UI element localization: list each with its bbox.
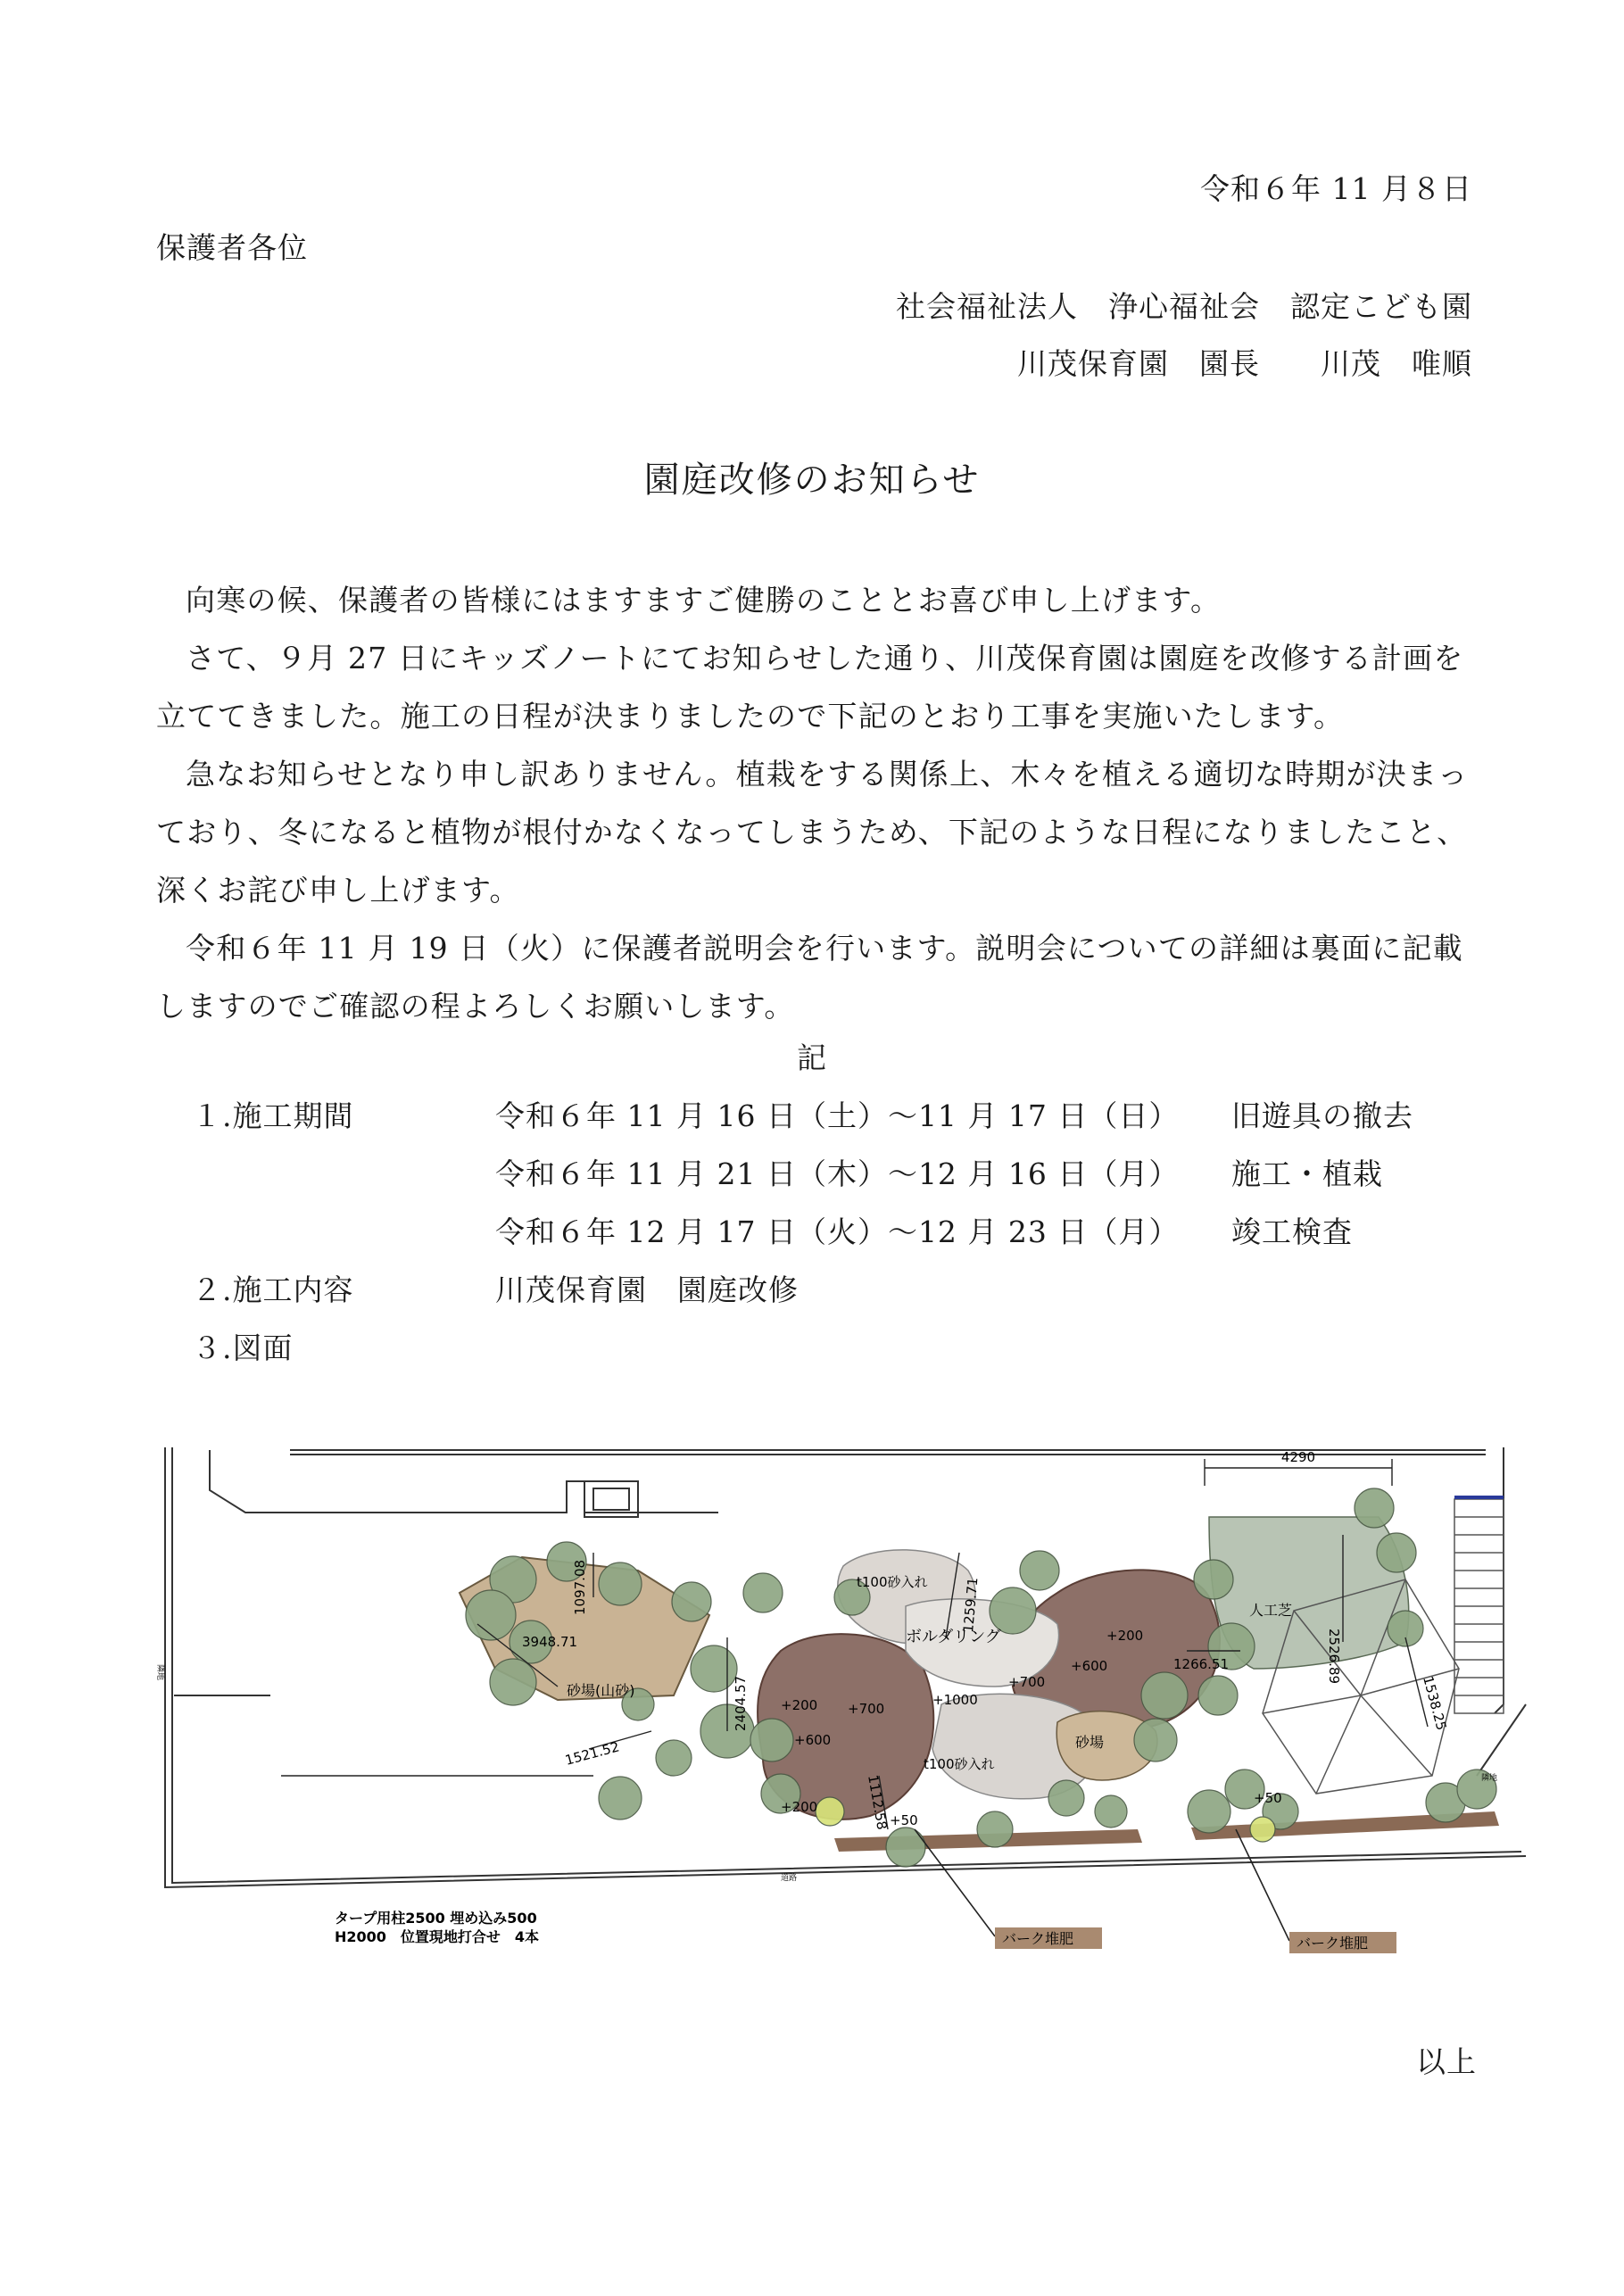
page-title: 園庭改修のお知らせ bbox=[643, 460, 981, 501]
site-plan-drawing bbox=[138, 1437, 1530, 1952]
bark-compost-label: バーク堆肥 bbox=[1297, 1935, 1369, 1952]
drawing-label: ３.図面 bbox=[192, 1330, 294, 1365]
dimension-label: 2404.57 bbox=[733, 1675, 749, 1731]
height-label: +200 bbox=[781, 1697, 818, 1713]
sandbox-label: 砂場 bbox=[1075, 1734, 1105, 1751]
height-label: +1000 bbox=[932, 1692, 978, 1708]
apology-paragraph: 急なお知らせとなり申し訳ありません。植栽をする関係上、木々を植える適切な時期が決まっており、冬になると植物が根付かなくなってしまうため、下記のような日程になりましたこと、深くお詫び申し上げます。 bbox=[156, 757, 1469, 908]
schedule-note: 竣工検査 bbox=[1231, 1214, 1353, 1249]
schedule-date: 令和６年 12 月 17 日（火）～12 月 23 日（月） bbox=[495, 1214, 1180, 1249]
schedule-note: 施工・植栽 bbox=[1231, 1156, 1383, 1191]
height-label: +200 bbox=[781, 1799, 818, 1815]
dimension-label: 1521.52 bbox=[563, 1738, 621, 1769]
sand-fill-label: t100砂入れ bbox=[857, 1574, 928, 1590]
height-label: +600 bbox=[794, 1732, 832, 1748]
dimension-label: 1259.71 bbox=[960, 1576, 982, 1634]
height-label: +50 bbox=[890, 1812, 918, 1828]
sand-fill-label: t100砂入れ bbox=[924, 1756, 995, 1772]
meeting-paragraph: 令和６年 11 月 19 日（火）に保護者説明会を行います。説明会についての詳細は裏面に記載しますのでご確認の程よろしくお願いします。 bbox=[156, 931, 1463, 1024]
height-label: +700 bbox=[848, 1701, 885, 1717]
tarp-note: H2000 位置現地打合せ 4本 bbox=[335, 1928, 540, 1945]
document-date: 令和６年 11 月８日 bbox=[1200, 171, 1472, 206]
height-label: +50 bbox=[1254, 1790, 1282, 1806]
tarp-note: タープ用柱2500 埋め込み500 bbox=[335, 1910, 537, 1927]
artificial-turf-label: 人工芝 bbox=[1249, 1602, 1293, 1619]
boundary-label: 隣地 bbox=[155, 1664, 164, 1681]
period-label: １.施工期間 bbox=[192, 1098, 354, 1133]
height-label: +200 bbox=[1106, 1628, 1144, 1644]
dimension-label: 1097.08 bbox=[572, 1559, 588, 1615]
content-value: 川茂保育園 園庭改修 bbox=[495, 1272, 799, 1307]
addressee: 保護者各位 bbox=[156, 230, 308, 265]
sender-organization: 社会福祉法人 浄心福祉会 認定こども園 bbox=[896, 289, 1472, 324]
sender-principal: 川茂保育園 園長 川茂 唯順 bbox=[1017, 346, 1472, 381]
boundary-label: 隣地 bbox=[1481, 1774, 1498, 1783]
closing-mark: 以上 bbox=[1416, 2044, 1477, 2079]
schedule-date: 令和６年 11 月 21 日（木）～12 月 16 日（月） bbox=[495, 1156, 1180, 1191]
greeting-paragraph: 向寒の候、保護者の皆様にはますますご健勝のこととお喜び申し上げます。 bbox=[186, 583, 1222, 618]
schedule-date: 令和６年 11 月 16 日（土）～11 月 17 日（日） bbox=[495, 1098, 1180, 1133]
plan-paragraph: さて、９月 27 日にキッズノートにてお知らせした通り、川茂保育園は園庭を改修する計画を立ててきました。施工の日程が決まりましたので下記のとおり工事を実施いたします。 bbox=[156, 641, 1464, 734]
dimension-label: 1266.51 bbox=[1173, 1656, 1230, 1672]
ki-heading: 記 bbox=[797, 1040, 827, 1075]
content-label: ２.施工内容 bbox=[192, 1272, 354, 1307]
boundary-label: 道路 bbox=[781, 1874, 798, 1883]
dimension-label: 2526.89 bbox=[1326, 1629, 1342, 1685]
dimension-label: 3948.71 bbox=[522, 1634, 578, 1650]
height-label: +600 bbox=[1071, 1658, 1108, 1674]
bouldering-label: ボルダリング bbox=[906, 1628, 1001, 1646]
dimension-label: 4290 bbox=[1280, 1449, 1316, 1465]
dimension-label: 1538.25 bbox=[1420, 1674, 1450, 1732]
stairs bbox=[1454, 1497, 1504, 1713]
dimension-label: 1112.58 bbox=[865, 1773, 891, 1831]
sandbox-hill-label: 砂場(山砂) bbox=[567, 1682, 635, 1699]
height-label: +700 bbox=[1008, 1674, 1046, 1690]
body-text bbox=[156, 571, 1477, 1035]
bark-compost-label: バーク堆肥 bbox=[1002, 1930, 1074, 1947]
schedule-note: 旧遊具の撤去 bbox=[1231, 1098, 1413, 1133]
